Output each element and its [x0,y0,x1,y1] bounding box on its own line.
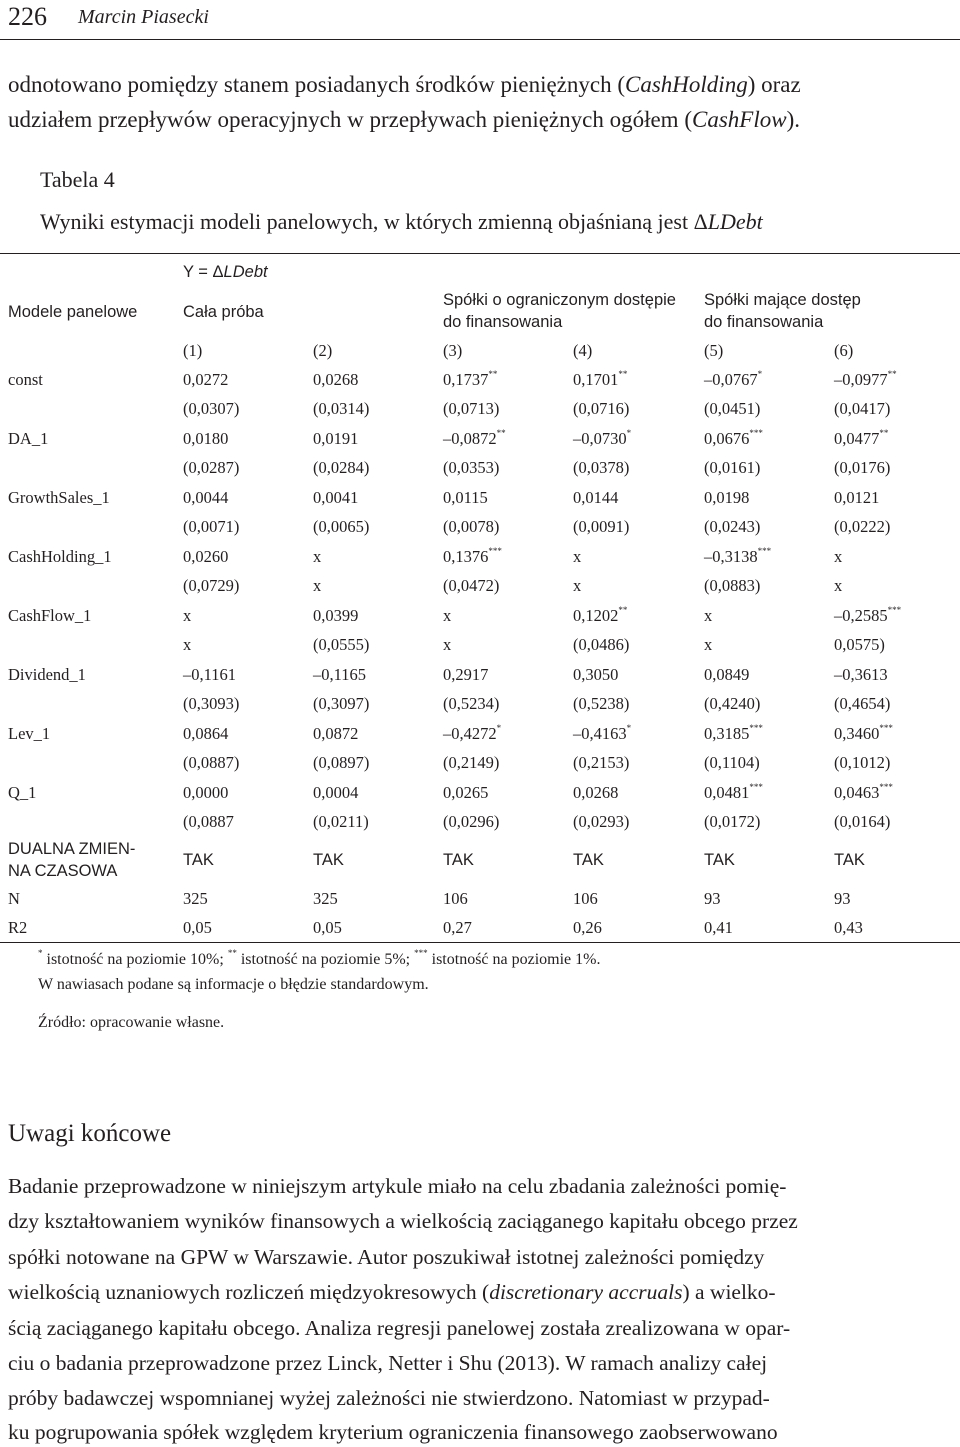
coefficient-cell [443,783,488,803]
paragraph-line: wielkością uznaniowych rozliczeń międzyokresowych (discretionary accruals) a wielko- [8,1280,776,1304]
running-header-author: Marcin Piasecki [78,6,209,28]
coefficient-value: 0,3185 [704,724,750,743]
coefficient-cell [573,665,618,685]
paragraph-line: ciu o badania przeprowadzone przez Linck, Netter i Shu (2013). W ramach analizy całej [8,1351,768,1375]
table-cell: 0,05 [183,918,212,937]
coefficient-cell [313,488,358,508]
standard-error-cell: x [183,635,192,654]
coefficient-value: 0,0004 [313,783,359,802]
row-label: GrowthSales_1 [8,488,110,507]
coefficient-cell [573,370,627,390]
significance-stars: *** [879,723,893,733]
significance-stars: ** [879,428,889,438]
standard-error-cell: (0,0729) [183,576,240,595]
standard-error-cell: (0,0887) [183,753,240,772]
column-group-access-line-1: Spółki mające dostęp [704,291,861,309]
coefficient-value: 0,1376 [443,547,489,566]
standard-error-cell: (0,0716) [573,399,630,418]
coefficient-value: x [704,606,713,625]
coefficient-cell [313,606,358,626]
table-cell: 0,26 [573,918,602,937]
standard-error-cell: (0,0472) [443,576,500,595]
standard-error-cell: x [573,576,582,595]
coefficient-cell [834,370,897,390]
coefficient-cell [704,665,749,685]
standard-error-cell: (0,0486) [573,635,630,654]
row-label: Q_1 [8,783,37,802]
standard-error-cell: (0,0883) [704,576,761,595]
coefficient-cell [704,370,762,390]
note-text: istotność na poziomie 5%; [236,951,415,968]
coefficient-value: 0,3050 [573,665,619,684]
standard-error-cell: (0,0897) [313,753,370,772]
coefficient-cell [704,547,771,567]
table-cell: TAK [834,851,865,869]
row-label: DA_1 [8,429,49,448]
standard-error-cell: (0,0314) [313,399,370,418]
column-number: (5) [704,341,724,360]
table-cell: 0,41 [704,918,733,937]
coefficient-cell [443,547,502,567]
paragraph-line: próby badawczej wspomnianej wyżej zależności nie stwierdzono. Natomiast w przypad- [8,1386,770,1410]
table-bottom-rule [0,942,960,943]
column-number: (1) [183,341,203,360]
column-number: (6) [834,341,854,360]
coefficient-cell [313,724,358,744]
coefficient-cell [313,547,321,567]
standard-error-cell: (0,5234) [443,694,500,713]
column-number: (4) [573,341,593,360]
row-label: CashFlow_1 [8,606,92,625]
coefficient-cell [704,488,749,508]
standard-error-cell: (0,4654) [834,694,891,713]
coefficient-value: –0,4272 [443,724,497,743]
coefficient-value: 0,0399 [313,606,359,625]
table-cell: 0,05 [313,918,342,937]
coefficient-value: –0,1161 [183,665,237,684]
row-label: Lev_1 [8,724,51,743]
standard-error-cell: (0,0293) [573,812,630,831]
standard-error-cell: (0,0065) [313,517,370,536]
coefficient-value: x [573,547,582,566]
standard-error-cell: (0,0353) [443,458,500,477]
significance-stars: ** [887,369,897,379]
page-number: 226 [8,2,47,31]
column-group-full-sample: Cała próba [183,303,264,321]
column-number: (2) [313,341,333,360]
coefficient-cell [183,665,236,685]
coefficient-value: 0,0265 [443,783,489,802]
coefficient-value: 0,0676 [704,429,750,448]
coefficient-cell [183,547,228,567]
standard-error-cell: (0,1104) [704,753,760,772]
standard-error-cell: x [443,635,452,654]
coefficient-cell [183,724,228,744]
coefficient-value: 0,0198 [704,488,750,507]
standard-error-cell: (0,0296) [443,812,500,831]
row-label: const [8,370,43,389]
standard-error-cell: (0,0161) [704,458,761,477]
table-title: Tabela 4 [40,167,115,192]
y-variable-label: Y = ΔLDebt [183,263,268,281]
table-cell: TAK [573,851,604,869]
significance-stars: *** [757,546,772,556]
significance-stars: *** [749,782,763,792]
coefficient-value: –0,0767 [704,370,758,389]
coefficient-cell [313,370,358,390]
standard-error-cell: (0,0887 [183,812,234,831]
standard-error-cell: (0,0378) [573,458,630,477]
coefficient-cell [834,606,901,626]
coefficient-cell [183,606,191,626]
coefficient-value: 0,0477 [834,429,880,448]
significance-stars: ** [618,605,628,615]
standard-error-cell: (0,0211) [313,812,369,831]
intro-line-2: udziałem przepływów operacyjnych w przepływach pieniężnych ogółem (CashFlow). [8,107,800,132]
coefficient-value: 0,0268 [313,370,359,389]
significance-stars: *** [887,605,902,615]
dummy-row-label-line-1: DUALNA ZMIEN- [8,840,136,858]
standard-error-cell: 0,0575) [834,635,885,654]
column-group-limited-line-1: Spółki o ograniczonym dostępie [443,291,676,309]
coefficient-cell [443,488,488,508]
coefficient-value: 0,0481 [704,783,750,802]
significance-note [38,950,600,970]
significance-stars: ** [496,428,506,438]
coefficient-value: –0,0730 [573,429,627,448]
standard-error-cell: (0,0172) [704,812,761,831]
standard-error-cell: (0,0307) [183,399,240,418]
table-cell: 106 [443,889,468,908]
coefficient-value: 0,0144 [573,488,619,507]
table-cell: 0,27 [443,918,472,937]
standard-error-cell: (0,1012) [834,753,891,772]
paragraph-line: ku pogrupowania spółek względem kryterium ograniczenia finansowego zaobserwowano [8,1420,778,1444]
coefficient-cell [443,429,506,449]
coefficient-cell [573,606,627,626]
table-subtitle: Wyniki estymacji modeli panelowych, w których zmienną objaśnianą jest ΔLDebt [40,209,763,234]
coefficient-value: x [443,606,452,625]
star-symbol: * [38,948,43,958]
row-label: N [8,889,20,908]
significance-stars: * [626,428,632,438]
coefficient-cell [443,724,501,744]
standard-error-cell: (0,0243) [704,517,761,536]
coefficient-value: 0,1701 [573,370,619,389]
coefficient-value: 0,0268 [573,783,619,802]
coefficient-cell [573,547,581,567]
section-heading: Uwagi końcowe [8,1120,172,1147]
column-number: (3) [443,341,463,360]
coefficient-cell [443,606,451,626]
coefficient-value: –0,0977 [834,370,888,389]
paragraph-line: spółki notowane na GPW w Warszawie. Autor poszukiwał istotnej zależności pomiędzy [8,1245,765,1269]
header-rule [0,39,960,40]
significance-stars: *** [879,782,893,792]
standard-error-cell: (0,0417) [834,399,891,418]
source-note: Źródło: opracowanie własne. [38,1014,225,1031]
dummy-row-label-line-2: NA CZASOWA [8,862,118,880]
standard-error-cell: (0,3093) [183,694,240,713]
paragraph-line: dzy kształtowaniem wyników finansowych a wielkością zaciąganego kapitału obcego przez [8,1209,798,1233]
coefficient-value: x [834,547,843,566]
significance-stars: * [626,723,632,733]
column-group-access-line-2: do finansowania [704,313,824,331]
standard-error-cell: (0,0284) [313,458,370,477]
note-text: istotność na poziomie 10%; [42,951,228,968]
standard-error-cell: (0,0713) [443,399,500,418]
star-symbol: *** [414,948,428,958]
standard-error-cell: (0,0078) [443,517,500,536]
standard-error-cell: (0,2149) [443,753,500,772]
coefficient-cell [834,665,888,685]
coefficient-value: 0,0864 [183,724,229,743]
coefficient-cell [704,429,763,449]
coefficient-cell [704,606,712,626]
coefficient-cell [834,783,893,803]
row-label: R2 [8,918,28,937]
coefficient-value: 0,1202 [573,606,619,625]
coefficient-cell [834,488,879,508]
standard-error-cell: (0,3097) [313,694,370,713]
standard-error-cell: (0,0555) [313,635,370,654]
coefficient-value: 0,0260 [183,547,229,566]
coefficient-value: –0,4163 [573,724,627,743]
coefficient-cell [183,783,228,803]
coefficient-value: 0,0872 [313,724,359,743]
standard-error-cell: (0,0091) [573,517,630,536]
significance-stars: * [496,723,502,733]
coefficient-cell [183,429,228,449]
standard-error-cell: x [704,635,713,654]
significance-stars: *** [749,723,763,733]
coefficient-value: –0,0872 [443,429,497,448]
column-header-models: Modele panelowe [8,303,138,321]
coefficient-cell [183,488,228,508]
significance-stars: ** [488,369,498,379]
coefficient-cell [834,429,888,449]
standard-error-cell: (0,0451) [704,399,761,418]
row-label: Dividend_1 [8,665,86,684]
note-text: istotność na poziomie 1%. [427,951,601,968]
coefficient-value: –0,3138 [704,547,758,566]
coefficient-value: 0,2917 [443,665,489,684]
star-symbol: ** [227,948,237,958]
coefficient-cell [834,724,893,744]
significance-stars: *** [488,546,502,556]
table-cell: TAK [313,851,344,869]
coefficient-value: –0,1165 [313,665,367,684]
coefficient-cell [313,783,358,803]
coefficient-cell [573,429,631,449]
coefficient-cell [834,547,842,567]
standard-error-cell: (0,5238) [573,694,630,713]
intro-line-1: odnotowano pomiędzy stanem posiadanych środków pieniężnych (CashHolding) oraz [8,72,801,97]
table-cell: 93 [834,889,851,908]
coefficient-value: 0,0191 [313,429,359,448]
coefficient-cell [443,370,497,390]
coefficient-value: 0,0044 [183,488,229,507]
coefficient-value: 0,0115 [443,488,488,507]
paragraph-line: ścią zaciąganego kapitału obcego. Analiza regresji panelowej została zrealizowana w opar- [8,1316,791,1340]
standard-error-cell: (0,0071) [183,517,240,536]
standard-error-cell: (0,0176) [834,458,891,477]
table-cell: TAK [183,851,214,869]
column-group-limited-line-2: do finansowania [443,313,563,331]
coefficient-cell [443,665,488,685]
coefficient-cell [573,783,618,803]
coefficient-value: 0,1737 [443,370,489,389]
coefficient-value: 0,0121 [834,488,880,507]
coefficient-cell [573,488,618,508]
coefficient-value: –0,3613 [834,665,888,684]
table-top-rule [0,253,960,254]
coefficient-cell [313,665,366,685]
coefficient-value: 0,0180 [183,429,229,448]
significance-stars: ** [618,369,628,379]
table-cell: TAK [704,851,735,869]
standard-error-cell: (0,0164) [834,812,891,831]
coefficient-value: x [313,547,322,566]
coefficient-value: 0,3460 [834,724,880,743]
coefficient-cell [704,783,763,803]
coefficient-value: 0,0849 [704,665,750,684]
coefficient-value: 0,0463 [834,783,880,802]
table-cell: 325 [183,889,208,908]
standard-error-cell: (0,0287) [183,458,240,477]
significance-stars: * [757,369,763,379]
coefficient-cell [183,370,228,390]
row-label: CashHolding_1 [8,547,112,566]
standard-error-cell: x [834,576,843,595]
table-cell: 325 [313,889,338,908]
standard-error-note: W nawiasach podane są informacje o błędzie standardowym. [38,976,429,993]
table-cell: 93 [704,889,721,908]
table-cell: 0,43 [834,918,863,937]
significance-stars: *** [749,428,763,438]
paragraph-line: Badanie przeprowadzone w niniejszym artykule miało na celu zbadania zależności pomię- [8,1174,787,1198]
coefficient-value: –0,2585 [834,606,888,625]
coefficient-cell [313,429,358,449]
coefficient-cell [573,724,631,744]
coefficient-value: 0,0041 [313,488,359,507]
standard-error-cell: x [313,576,322,595]
coefficient-value: 0,0000 [183,783,229,802]
standard-error-cell: (0,4240) [704,694,761,713]
table-cell: 106 [573,889,598,908]
standard-error-cell: (0,2153) [573,753,630,772]
table-cell: TAK [443,851,474,869]
coefficient-value: 0,0272 [183,370,229,389]
coefficient-cell [704,724,763,744]
standard-error-cell: (0,0222) [834,517,891,536]
coefficient-value: x [183,606,192,625]
